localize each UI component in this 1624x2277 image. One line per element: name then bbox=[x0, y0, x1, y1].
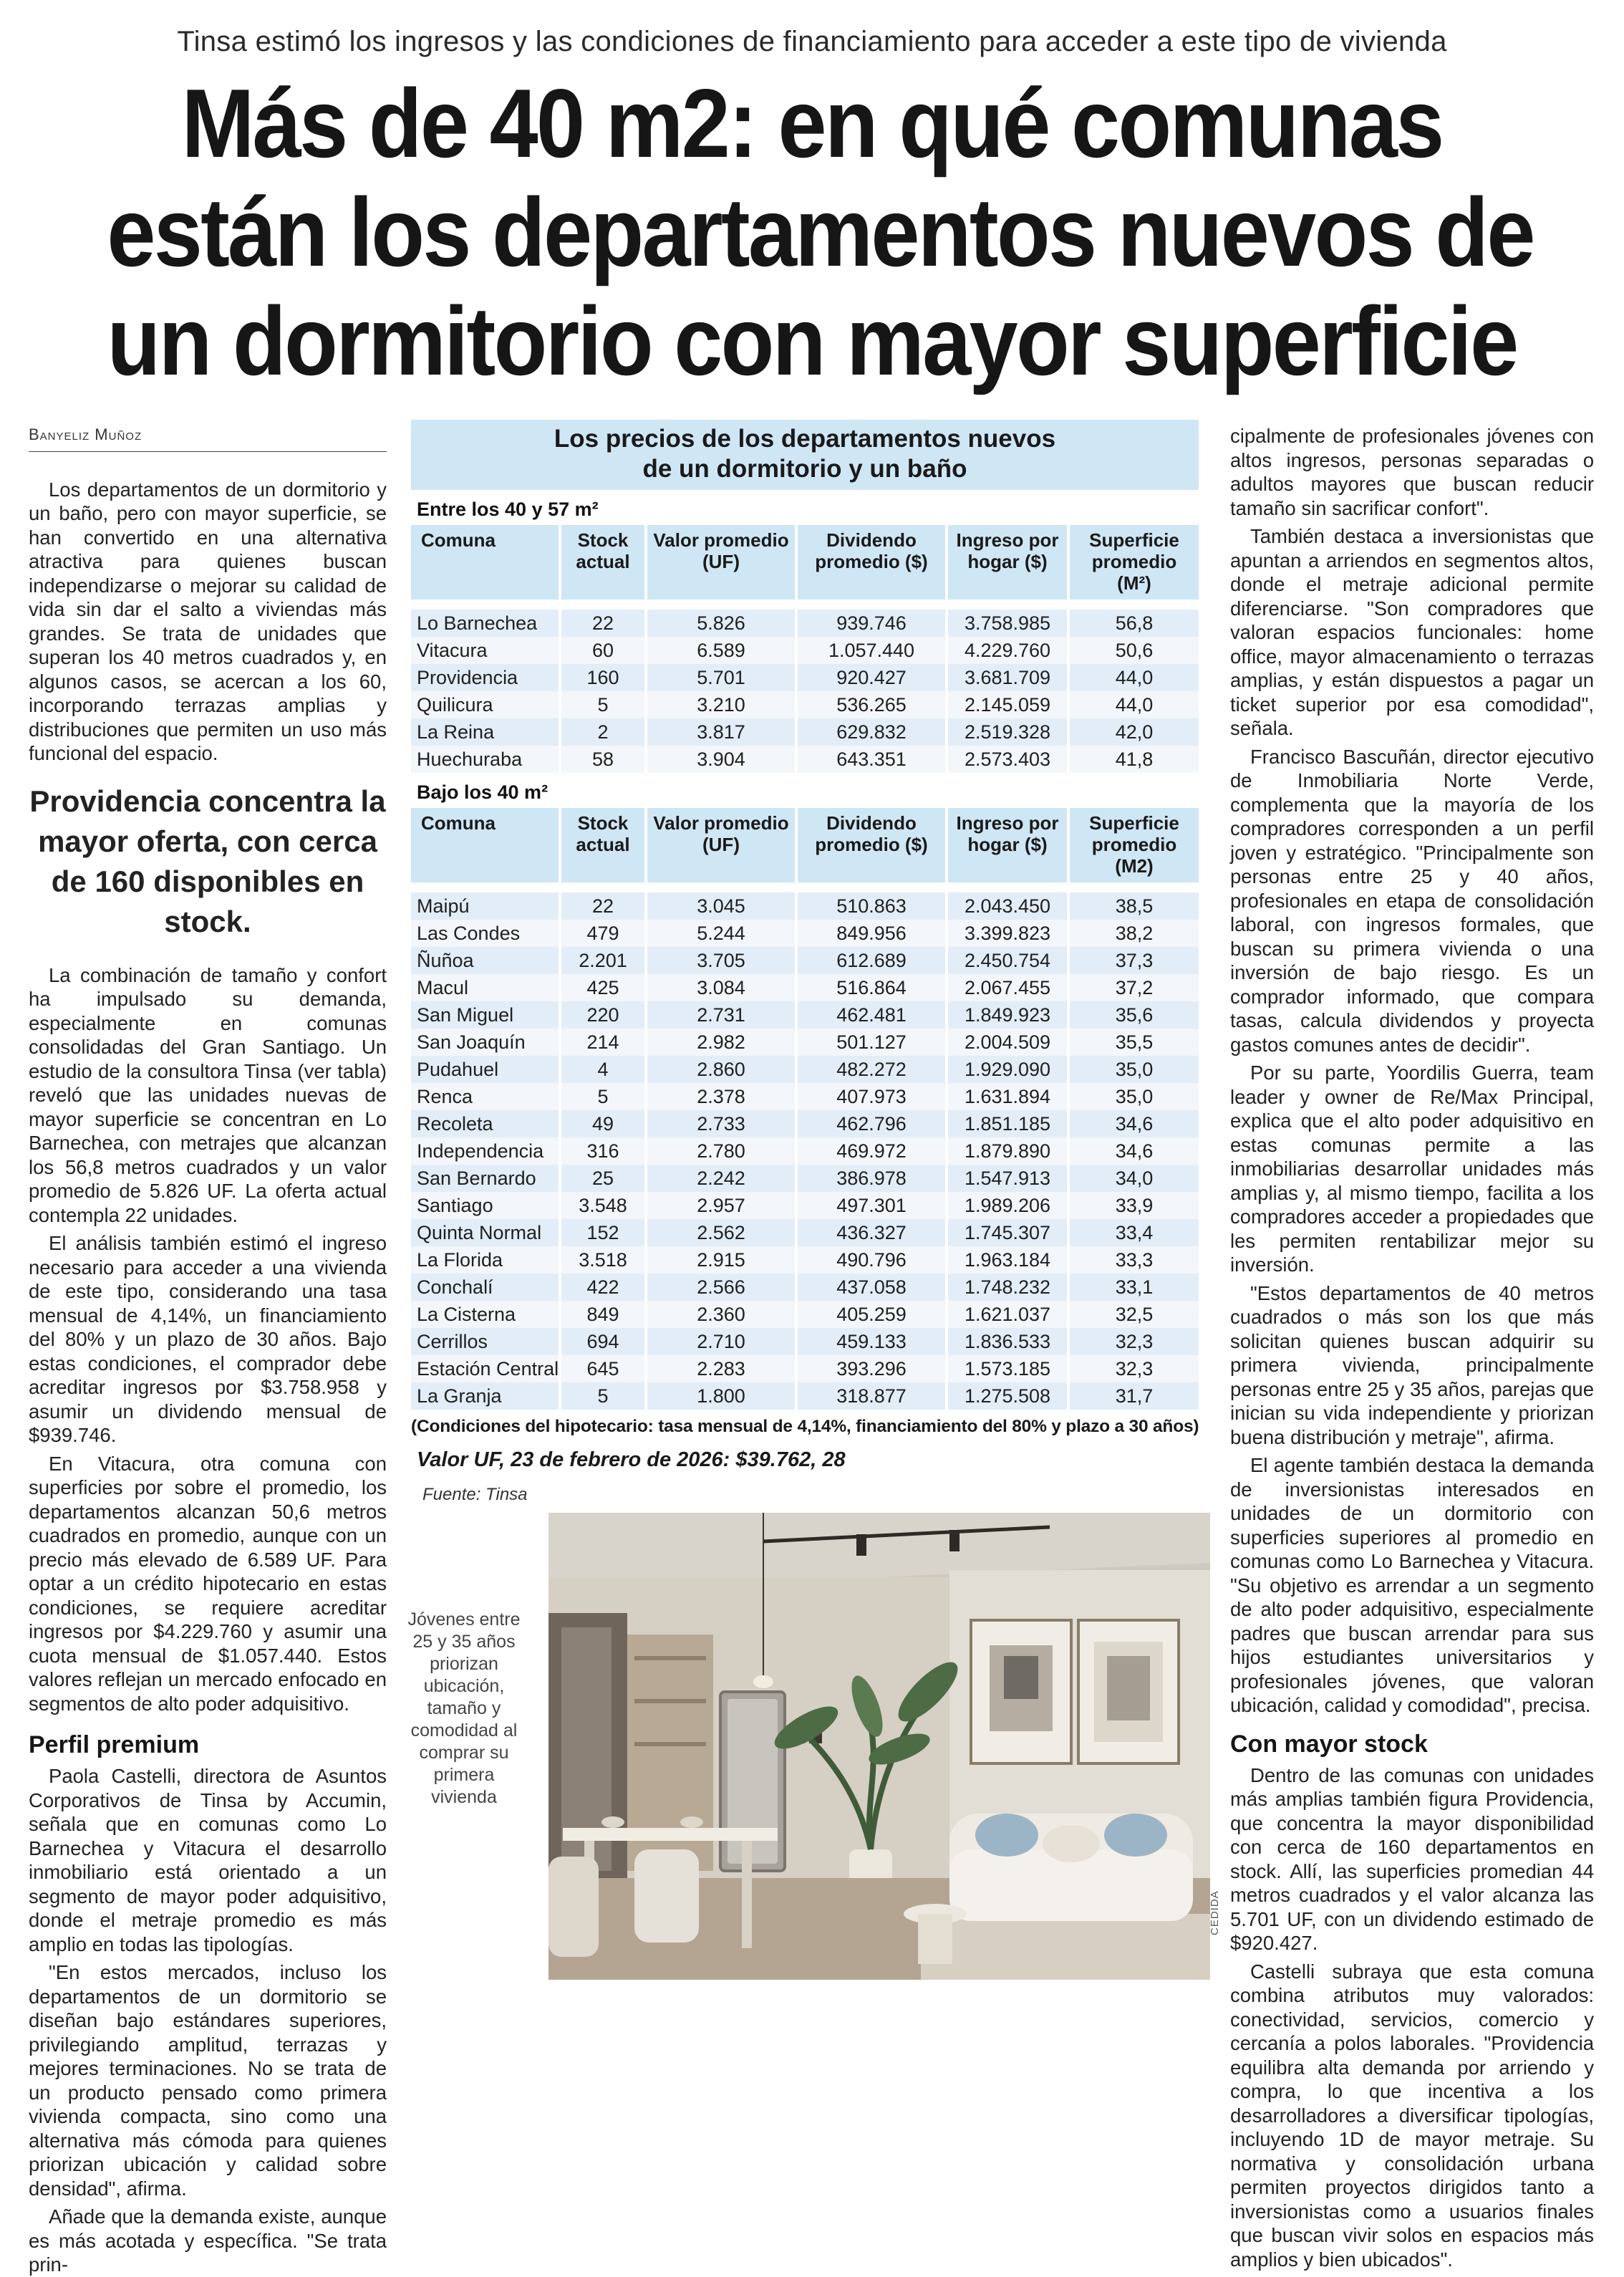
cell-comuna: La Cisterna bbox=[411, 1301, 561, 1328]
cell-dividendo: 497.301 bbox=[798, 1192, 948, 1219]
cell-superficie: 32,3 bbox=[1070, 1355, 1199, 1382]
cell-superficie: 38,5 bbox=[1070, 892, 1199, 920]
cell-stock: 3.518 bbox=[561, 1246, 647, 1274]
table-row bbox=[411, 1328, 1199, 1355]
cell-ingreso: 2.004.509 bbox=[948, 1029, 1070, 1056]
cell-superficie: 37,3 bbox=[1070, 947, 1199, 974]
cell-stock: 849 bbox=[561, 1301, 647, 1328]
cell-comuna: La Granja bbox=[411, 1382, 561, 1410]
header-stock: Stock actual bbox=[561, 525, 647, 600]
cell-superficie: 34,6 bbox=[1070, 1137, 1199, 1165]
cell-stock: 425 bbox=[561, 974, 647, 1001]
cell-valor-uf: 2.360 bbox=[647, 1301, 798, 1328]
table-row bbox=[411, 1083, 1199, 1110]
body-paragraph: Por su parte, Yoordilis Guerra, team leader y owner de Re/Max Principal, explica que el alto poder adquisitivo en estas comunas permite a las inmobiliarias desarrollar unidades más amplias y, al mismo tiempo, facilita a los compradores acceder a propiedades que les permiten rentabilizar mejor su inversión. bbox=[1230, 1062, 1594, 1276]
subhead-con-mayor-stock: Con mayor stock bbox=[1230, 1730, 1428, 1758]
cell-dividendo: 1.057.440 bbox=[798, 637, 948, 664]
cell-stock: 22 bbox=[561, 892, 647, 920]
table-row bbox=[411, 1301, 1199, 1328]
headline-line-1: Más de 40 m2: en qué comunas bbox=[181, 69, 1443, 178]
cell-stock: 152 bbox=[561, 1219, 647, 1246]
cell-superficie: 31,7 bbox=[1070, 1382, 1199, 1410]
photo-credit: CEDIDA bbox=[1209, 1890, 1221, 1935]
cell-valor-uf: 2.957 bbox=[647, 1192, 798, 1219]
subhead-perfil-premium: Perfil premium bbox=[29, 1731, 200, 1758]
body-paragraph: cipalmente de profesionales jóvenes con altos ingresos, personas separadas o adultos mayores que buscan reducir tamaño sin sacrificar confort". bbox=[1230, 425, 1594, 519]
cell-comuna: La Florida bbox=[411, 1246, 561, 1274]
cell-valor-uf: 2.710 bbox=[647, 1328, 798, 1355]
cell-stock: 160 bbox=[561, 664, 647, 691]
cell-valor-uf: 2.731 bbox=[647, 1001, 798, 1029]
cell-superficie: 33,1 bbox=[1070, 1274, 1199, 1301]
table-row bbox=[411, 1165, 1199, 1192]
body-paragraph: Francisco Bascuñán, director ejecutivo de Inmobiliaria Norte Verde, complementa que la mayoría de los compradores corresponden a un perfil joven y estratégico. "Principalmente son personas entre 25 y 40 años, profesionales en etapa de consolidación laboral, con ingresos formales, que buscan su primera vivienda o una inversión de bajo riesgo. Es un comprador informado, que compara tasas, calcula dividendos y proyecta gastos comunes antes de decidir". bbox=[1230, 745, 1594, 1056]
cell-superficie: 44,0 bbox=[1070, 664, 1199, 691]
cell-valor-uf: 3.817 bbox=[647, 718, 798, 746]
header-valor: Valor promedio (UF) bbox=[647, 808, 798, 882]
cell-dividendo: 501.127 bbox=[798, 1029, 948, 1056]
body-paragraph: "En estos mercados, incluso los departamentos de un dormitorio se diseñan bajo estándares superiores, privilegiando amplitud, terrazas y mejores terminaciones. No se trata de un producto pensado como primera vivienda compacta, sino como una alternativa más cómoda para quienes priorizan ubicación y calidad sobre densidad", afirma. bbox=[29, 1961, 387, 2200]
table-header-row bbox=[411, 808, 1199, 882]
header-valor: Valor promedio (UF) bbox=[647, 525, 798, 600]
cell-superficie: 33,4 bbox=[1070, 1219, 1199, 1246]
cell-superficie: 32,3 bbox=[1070, 1328, 1199, 1355]
cell-dividendo: 516.864 bbox=[798, 974, 948, 1001]
cell-ingreso: 1.851.185 bbox=[948, 1110, 1070, 1137]
table-row bbox=[411, 1001, 1199, 1029]
cell-stock: 60 bbox=[561, 637, 647, 664]
table-row bbox=[411, 1192, 1199, 1219]
cell-dividendo: 510.863 bbox=[798, 892, 948, 920]
cell-ingreso: 2.519.328 bbox=[948, 718, 1070, 746]
cell-superficie: 33,9 bbox=[1070, 1192, 1199, 1219]
cell-dividendo: 386.978 bbox=[798, 1165, 948, 1192]
table-row bbox=[411, 664, 1199, 691]
table-row bbox=[411, 1137, 1199, 1165]
table-row bbox=[411, 1219, 1199, 1246]
cell-ingreso: 1.963.184 bbox=[948, 1246, 1070, 1274]
cell-superficie: 35,6 bbox=[1070, 1001, 1199, 1029]
cell-superficie: 35,0 bbox=[1070, 1083, 1199, 1110]
cell-comuna: Las Condes bbox=[411, 920, 561, 947]
cell-stock: 25 bbox=[561, 1165, 647, 1192]
cell-stock: 479 bbox=[561, 920, 647, 947]
cell-comuna: Pudahuel bbox=[411, 1056, 561, 1083]
body-paragraph: Castelli subraya que esta comuna combina atributos muy valorados: conectividad, servicios, comercio y cercanía a polos laborales. "Providencia equilibra alta demanda por arriendo y compra, lo que incentiva a los desarrolladores a diversificar tipologías, incluyendo 1D de mayor metraje. Su normativa y consolidación urbana permiten proyectos dirigidos tanto a inversionistas como a usuarios finales que buscan vivir solos en espacios más amplios y bien ubicados". bbox=[1230, 1960, 1594, 2271]
table-body-range-a bbox=[411, 600, 1199, 773]
cell-dividendo: 436.327 bbox=[798, 1219, 948, 1246]
cell-valor-uf: 5.244 bbox=[647, 920, 798, 947]
cell-superficie: 35,5 bbox=[1070, 1029, 1199, 1056]
header-stock: Stock actual bbox=[561, 808, 647, 882]
body-paragraph: El agente también destaca la demanda de inversionistas interesados en unidades de un dormitorio con superficies superiores al promedio en comunas como Lo Barnechea y Vitacura. "Su objetivo es arrendar a un segmento de alto poder adquisitivo, especialmente padres que buscan arrendar para sus hijos estudiantes universitarios y profesionales jóvenes, que valoran ubicación, calidad y comodidad", precisa. bbox=[1230, 1454, 1594, 1716]
cell-valor-uf: 2.283 bbox=[647, 1355, 798, 1382]
cell-dividendo: 643.351 bbox=[798, 746, 948, 773]
cell-stock: 422 bbox=[561, 1274, 647, 1301]
uf-value: Valor UF, 23 de febrero de 2026: $39.762, 28 bbox=[417, 1448, 846, 1471]
cell-valor-uf: 5.701 bbox=[647, 664, 798, 691]
table-row bbox=[411, 1355, 1199, 1382]
header-ingreso: Ingreso por hogar ($) bbox=[948, 525, 1070, 600]
table-row bbox=[411, 1110, 1199, 1137]
table-row bbox=[411, 637, 1199, 664]
table-row bbox=[411, 947, 1199, 974]
cell-comuna: Renca bbox=[411, 1083, 561, 1110]
table-row bbox=[411, 746, 1199, 773]
body-paragraph: Paola Castelli, directora de Asuntos Corporativos de Tinsa by Accumin, señala que en comunas como Lo Barnechea y Vitacura el desarrollo inmobiliario está orientado a un segmento de mayor poder adquisitivo, donde el metraje promedio es más amplio en todas las tipologías. bbox=[29, 1765, 387, 1955]
cell-ingreso: 1.547.913 bbox=[948, 1165, 1070, 1192]
range-b-label: Bajo los 40 m² bbox=[417, 781, 548, 803]
table-row bbox=[411, 610, 1199, 637]
apartment-photo bbox=[548, 1513, 1210, 1980]
cell-comuna: Vitacura bbox=[411, 637, 561, 664]
cell-ingreso: 3.399.823 bbox=[948, 920, 1070, 947]
cell-dividendo: 612.689 bbox=[798, 947, 948, 974]
headline bbox=[107, 69, 1534, 395]
cell-dividendo: 469.972 bbox=[798, 1137, 948, 1165]
cell-valor-uf: 2.915 bbox=[647, 1246, 798, 1274]
cell-stock: 2.201 bbox=[561, 947, 647, 974]
cell-comuna: Providencia bbox=[411, 664, 561, 691]
spacer-cell bbox=[411, 600, 1199, 610]
table-row bbox=[411, 691, 1199, 718]
table-body-range-b bbox=[411, 882, 1199, 1410]
headline-line-3: un dormitorio con mayor superficie bbox=[107, 287, 1517, 395]
cell-superficie: 56,8 bbox=[1070, 610, 1199, 637]
headline-line-2: están los departamentos nuevos de bbox=[107, 178, 1534, 287]
price-table-range-a bbox=[411, 525, 1199, 773]
table-spacer bbox=[411, 600, 1199, 610]
cell-superficie: 38,2 bbox=[1070, 920, 1199, 947]
table-title-line-1: Los precios de los departamentos nuevos bbox=[554, 425, 1056, 453]
table-row bbox=[411, 1382, 1199, 1410]
table-row bbox=[411, 1056, 1199, 1083]
cell-valor-uf: 2.378 bbox=[647, 1083, 798, 1110]
cell-ingreso: 1.621.037 bbox=[948, 1301, 1070, 1328]
cell-valor-uf: 3.705 bbox=[647, 947, 798, 974]
cell-comuna: Maipú bbox=[411, 892, 561, 920]
body-paragraph: "Estos departamentos de 40 metros cuadrados o más son los que más solicitan quienes buscan adquirir su primera vivienda, principalmente personas entre 25 y 35 años, parejas que inician su vida independiente y priorizan buena distribución y metraje", afirma. bbox=[1230, 1281, 1594, 1448]
intro-paragraph: Los departamentos de un dormitorio y un baño, pero con mayor superficie, se han convertido en una alternativa atractiva para quienes buscan independizarse o mejorar su calidad de vida sin dar el salto a viviendas más grandes. Se trata de unidades que superan los 40 metros cuadrados y, en algunos casos, se acercan a los 60, incorporando terrazas amplias y distribuciones que permiten un uso más funcional del espacio. bbox=[29, 478, 387, 764]
cell-stock: 4 bbox=[561, 1056, 647, 1083]
cell-comuna: Cerrillos bbox=[411, 1328, 561, 1355]
cell-stock: 22 bbox=[561, 610, 647, 637]
header-superficie: Superficie promedio (M2) bbox=[1070, 808, 1199, 882]
cell-superficie: 44,0 bbox=[1070, 691, 1199, 718]
body-paragraph: El análisis también estimó el ingreso necesario para acceder a una vivienda de este tipo, considerando una tasa mensual de 4,14%, un financiamiento del 80% y un plazo de 30 años. Bajo estas condiciones, el comprador debe acreditar ingresos por $3.758.958 y asumir un dividendo mensual de $939.746. bbox=[29, 1232, 387, 1446]
body-paragraph: La combinación de tamaño y confort ha impulsado su demanda, especialmente en comunas consolidadas del Gran Santiago. Un estudio de la consultora Tinsa (ver tabla) reveló que las unidades nuevas de mayor superficie se concentran en Lo Barnechea, con metrajes que alcanzan los 56,8 metros cuadrados y un valor promedio de 5.826 UF. La oferta actual contempla 22 unidades. bbox=[29, 963, 387, 1226]
cell-ingreso: 2.043.450 bbox=[948, 892, 1070, 920]
cell-valor-uf: 3.084 bbox=[647, 974, 798, 1001]
cell-valor-uf: 2.780 bbox=[647, 1137, 798, 1165]
cell-valor-uf: 2.242 bbox=[647, 1165, 798, 1192]
cell-comuna: San Miguel bbox=[411, 1001, 561, 1029]
left-column bbox=[29, 423, 387, 2277]
cell-stock: 5 bbox=[561, 691, 647, 718]
cell-superficie: 34,0 bbox=[1070, 1165, 1199, 1192]
cell-superficie: 32,5 bbox=[1070, 1301, 1199, 1328]
cell-comuna: Quinta Normal bbox=[411, 1219, 561, 1246]
spacer-cell bbox=[411, 882, 1199, 892]
cell-dividendo: 490.796 bbox=[798, 1246, 948, 1274]
cell-stock: 2 bbox=[561, 718, 647, 746]
table-spacer bbox=[411, 882, 1199, 892]
table-row bbox=[411, 1274, 1199, 1301]
cell-comuna: Independencia bbox=[411, 1137, 561, 1165]
cell-valor-uf: 2.562 bbox=[647, 1219, 798, 1246]
cell-valor-uf: 2.733 bbox=[647, 1110, 798, 1137]
header-dividendo: Dividendo promedio ($) bbox=[798, 525, 948, 600]
table-row bbox=[411, 1029, 1199, 1056]
cell-valor-uf: 2.982 bbox=[647, 1029, 798, 1056]
header-comuna: Comuna bbox=[411, 525, 561, 600]
range-a-label: Entre los 40 y 57 m² bbox=[417, 499, 599, 520]
living-room-illustration bbox=[548, 1513, 1210, 1980]
cell-stock: 5 bbox=[561, 1382, 647, 1410]
cell-dividendo: 536.265 bbox=[798, 691, 948, 718]
cell-comuna: Lo Barnechea bbox=[411, 610, 561, 637]
price-table-block bbox=[411, 420, 1199, 1505]
cell-stock: 3.548 bbox=[561, 1192, 647, 1219]
cell-ingreso: 1.631.894 bbox=[948, 1083, 1070, 1110]
cell-valor-uf: 1.800 bbox=[647, 1382, 798, 1410]
cell-stock: 316 bbox=[561, 1137, 647, 1165]
header-comuna: Comuna bbox=[411, 808, 561, 882]
cell-dividendo: 482.272 bbox=[798, 1056, 948, 1083]
body-paragraph: En Vitacura, otra comuna con superficies por sobre el promedio, los departamentos alcanzan 50,6 metros cuadrados en promedio, aunque con un precio más elevado de 6.589 UF. Para optar a un crédito hipotecario en estas condiciones, se requiere acreditar ingresos por $4.229.760 y asumir una cuota mensual de $1.057.440. Estos valores reflejan un mercado enfocado en segmentos de alto poder adquisitivo. bbox=[29, 1452, 387, 1715]
table-row bbox=[411, 1246, 1199, 1274]
price-table-range-b bbox=[411, 808, 1199, 1410]
cell-ingreso: 3.681.709 bbox=[948, 664, 1070, 691]
cell-superficie: 35,0 bbox=[1070, 1056, 1199, 1083]
header-ingreso: Ingreso por hogar ($) bbox=[948, 808, 1070, 882]
header-superficie: Superficie promedio (M²) bbox=[1070, 525, 1199, 600]
cell-superficie: 50,6 bbox=[1070, 637, 1199, 664]
header-dividendo: Dividendo promedio ($) bbox=[798, 808, 948, 882]
cell-ingreso: 1.836.533 bbox=[948, 1328, 1070, 1355]
byline: Banyeliz Muñoz bbox=[29, 423, 387, 452]
cell-ingreso: 4.229.760 bbox=[948, 637, 1070, 664]
cell-superficie: 41,8 bbox=[1070, 746, 1199, 773]
cell-dividendo: 407.973 bbox=[798, 1083, 948, 1110]
cell-comuna: Santiago bbox=[411, 1192, 561, 1219]
cell-ingreso: 1.745.307 bbox=[948, 1219, 1070, 1246]
table-row bbox=[411, 974, 1199, 1001]
cell-valor-uf: 2.860 bbox=[647, 1056, 798, 1083]
cell-stock: 5 bbox=[561, 1083, 647, 1110]
cell-superficie: 37,2 bbox=[1070, 974, 1199, 1001]
cell-dividendo: 459.133 bbox=[798, 1328, 948, 1355]
cell-comuna: Quilicura bbox=[411, 691, 561, 718]
cell-ingreso: 3.758.985 bbox=[948, 610, 1070, 637]
cell-stock: 220 bbox=[561, 1001, 647, 1029]
cell-valor-uf: 3.904 bbox=[647, 746, 798, 773]
cell-ingreso: 1.573.185 bbox=[948, 1355, 1070, 1382]
cell-ingreso: 1.879.890 bbox=[948, 1137, 1070, 1165]
table-row bbox=[411, 718, 1199, 746]
cell-superficie: 34,6 bbox=[1070, 1110, 1199, 1137]
cell-superficie: 42,0 bbox=[1070, 718, 1199, 746]
cell-dividendo: 939.746 bbox=[798, 610, 948, 637]
cell-ingreso: 1.275.508 bbox=[948, 1382, 1070, 1410]
cell-dividendo: 462.796 bbox=[798, 1110, 948, 1137]
table-source: Fuente: Tinsa bbox=[422, 1485, 528, 1504]
cell-valor-uf: 6.589 bbox=[647, 637, 798, 664]
cell-comuna: La Reina bbox=[411, 718, 561, 746]
cell-valor-uf: 5.826 bbox=[647, 610, 798, 637]
cell-dividendo: 405.259 bbox=[798, 1301, 948, 1328]
table-row bbox=[411, 920, 1199, 947]
cell-ingreso: 1.849.923 bbox=[948, 1001, 1070, 1029]
cell-comuna: Estación Central bbox=[411, 1355, 561, 1382]
cell-ingreso: 1.989.206 bbox=[948, 1192, 1070, 1219]
cell-dividendo: 462.481 bbox=[798, 1001, 948, 1029]
cell-ingreso: 2.573.403 bbox=[948, 746, 1070, 773]
cell-dividendo: 849.956 bbox=[798, 920, 948, 947]
kicker: Tinsa estimó los ingresos y las condiciones de financiamiento para acceder a este tipo de vivienda bbox=[177, 26, 1447, 57]
table-row bbox=[411, 892, 1199, 920]
cell-comuna: San Joaquín bbox=[411, 1029, 561, 1056]
pull-quote: Providencia concentra la mayor oferta, con cerca de 160 disponibles en stock. bbox=[29, 784, 386, 938]
cell-valor-uf: 3.210 bbox=[647, 691, 798, 718]
cell-stock: 645 bbox=[561, 1355, 647, 1382]
mortgage-conditions: (Condiciones del hipotecario: tasa mensual de 4,14%, financiamiento del 80% y plazo a 30 años) bbox=[411, 1417, 1199, 1436]
cell-dividendo: 437.058 bbox=[798, 1274, 948, 1301]
cell-dividendo: 920.427 bbox=[798, 664, 948, 691]
photo-caption: Jóvenes entre 25 y 35 años priorizan ubicación, tamaño y comodidad al comprar su primera vivienda bbox=[407, 1609, 521, 1807]
cell-superficie: 33,3 bbox=[1070, 1246, 1199, 1274]
table-title bbox=[411, 420, 1199, 490]
table-title-line-2: de un dormitorio y un baño bbox=[642, 455, 967, 483]
cell-comuna: San Bernardo bbox=[411, 1165, 561, 1192]
cell-stock: 49 bbox=[561, 1110, 647, 1137]
cell-ingreso: 1.929.090 bbox=[948, 1056, 1070, 1083]
cell-comuna: Macul bbox=[411, 974, 561, 1001]
cell-ingreso: 2.067.455 bbox=[948, 974, 1070, 1001]
cell-comuna: Huechuraba bbox=[411, 746, 561, 773]
cell-dividendo: 629.832 bbox=[798, 718, 948, 746]
body-paragraph: Dentro de las comunas con unidades más amplias también figura Providencia, que concentra la mayor disponibilidad con cerca de 160 departamentos en stock. Allí, las superficies promedian 44 metros cuadrados y el valor alcanza las 5.701 UF, con un dividendo estimado de $920.427. bbox=[1230, 1763, 1594, 1954]
cell-comuna: Conchalí bbox=[411, 1274, 561, 1301]
cell-comuna: Recoleta bbox=[411, 1110, 561, 1137]
cell-ingreso: 2.145.059 bbox=[948, 691, 1070, 718]
cell-dividendo: 318.877 bbox=[798, 1382, 948, 1410]
cell-comuna: Ñuñoa bbox=[411, 947, 561, 974]
cell-dividendo: 393.296 bbox=[798, 1355, 948, 1382]
cell-stock: 694 bbox=[561, 1328, 647, 1355]
cell-ingreso: 1.748.232 bbox=[948, 1274, 1070, 1301]
cell-stock: 214 bbox=[561, 1029, 647, 1056]
body-paragraph: Añade que la demanda existe, aunque es más acotada y específica. "Se trata prin- bbox=[29, 2205, 387, 2276]
body-paragraph: También destaca a inversionistas que apuntan a arriendos en segmentos altos, donde el metraje adicional permite diferenciarse. "Son compradores que valoran espacios funcionales: home office, mayor almacenamiento o terrazas amplias, y están dispuestos a pagar un ticket superior por esa comodidad", señala. bbox=[1230, 525, 1594, 739]
cell-valor-uf: 2.566 bbox=[647, 1274, 798, 1301]
cell-stock: 58 bbox=[561, 746, 647, 773]
right-column bbox=[1230, 424, 1594, 2271]
cell-ingreso: 2.450.754 bbox=[948, 947, 1070, 974]
table-header-row bbox=[411, 525, 1199, 600]
cell-valor-uf: 3.045 bbox=[647, 892, 798, 920]
